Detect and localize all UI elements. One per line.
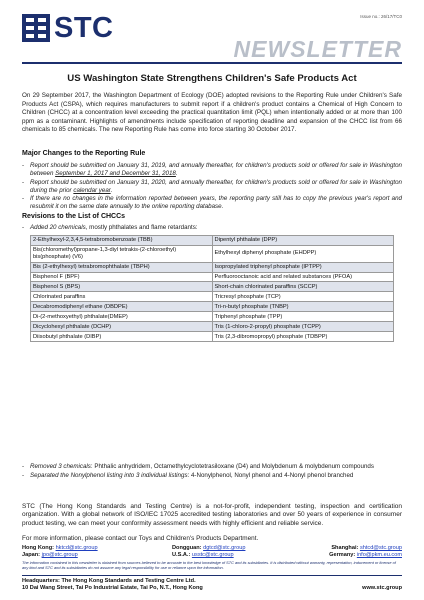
intro-paragraph: On 29 September 2017, the Washington Department of Ecology (DOE) adopted revisions to the Reporting Rule under Children's Safe Products Act (CSPA), which requires manufacturers to submit report if a children's product contains a Chemical of High Concern to Children (CHCC) at a concentration level exceeding the practical quantitation limit (PQL) when intentionally added or at more than 100 ppm as a contaminant. Highlights of amendments include specification of reporting deadline and expansion of the CHCC list from 66 chemicals to 85 chemicals. The new Reporting Rule has come into force starting 30 October 2017.	[22, 92, 402, 134]
added-chemicals-line: - Added 20 chemicals, mostly phthalates and flame retardants:	[22, 224, 198, 231]
table-cell: Ethylhexyl diphenyl phosphate (EHDPP)	[212, 245, 394, 262]
table-cell: Perfluorooctanoic acid and related substances (PFOA)	[212, 272, 394, 282]
table-cell: Short-chain chlorinated paraffins (SCCP)	[212, 282, 394, 292]
contact-intro: For more information, please contact our Toys and Children's Products Department.	[22, 535, 259, 542]
table-row	[31, 312, 394, 322]
email-link[interactable]: usstc@stc.group	[191, 552, 234, 558]
table-cell: Diisobutyl phthalate (DIBP)	[31, 332, 213, 342]
logo-text: STC	[54, 12, 114, 44]
table-cell: Tris (1-chloro-2-propyl) phosphate (TCPP)	[212, 322, 394, 332]
table-cell: Bis (2-ethylhexyl) tetrabromophthalate (TBPH)	[31, 262, 213, 272]
table-cell: 2-Ethylhexyl-2,3,4,5-tetrabromobenzoate (TBB)	[31, 236, 213, 246]
table-row	[31, 282, 394, 292]
list-item: - Report should be submitted on January 31, 2020, and annually thereafter, for children's products sold or offered for sale in Washington during the prior calendar year.	[22, 178, 402, 194]
table-cell: Di-(2-methoxyethyl) phthalate(DMEP)	[31, 312, 213, 322]
table-cell: Dipentyl phthalate (DPP)	[212, 236, 394, 246]
stc-logo-icon	[22, 14, 50, 42]
table-cell: Bisphenol S (BPS)	[31, 282, 213, 292]
issue-number: Issue no.: 26/17/TC0	[360, 14, 402, 19]
header-divider	[22, 62, 402, 64]
stc-logo	[22, 14, 114, 42]
newsletter-banner: NEWSLETTER	[233, 36, 402, 62]
email-link[interactable]: info@pkm.eu.com	[356, 552, 402, 558]
table-cell: Tri-n-butyl phosphate (TNBP)	[212, 302, 394, 312]
email-link[interactable]: dgtcd@stc.group	[203, 545, 246, 551]
table-row	[31, 272, 394, 282]
table-cell: Dicyclohexyl phthalate (DCHP)	[31, 322, 213, 332]
website-link[interactable]: www.stc.group	[362, 585, 402, 591]
disclaimer: The information contained in this newsletter is obtained from sources believed to be accurate to the best knowledge of STC and its subsidiaries. It is distributed without warranty, representation, inducement or license of any kind and STC and its subsidiaries do not assume any legal responsibility for use or reliance upon the information.	[22, 560, 396, 570]
contact-japan: Japan: jpo@stc.group	[22, 552, 78, 558]
table-row	[31, 236, 394, 246]
footer	[22, 575, 402, 592]
table-cell: Chlorinated paraffins	[31, 292, 213, 302]
major-changes-list	[22, 162, 402, 212]
major-changes-heading: Major Changes to the Reporting Rule	[22, 150, 146, 157]
revisions-list	[22, 463, 402, 481]
table-cell: Triphenyl phosphate (TPP)	[212, 312, 394, 322]
table-cell: Bisphenol F (BPF)	[31, 272, 213, 282]
table-row	[31, 322, 394, 332]
list-item: - Removed 3 chemicals: Phthalic anhydridem, Octamethylcyclotetrasiloxane (D4) and Molybdenum & molybdenum compounds	[22, 463, 374, 470]
email-link[interactable]: hktcd@stc.group	[55, 545, 98, 551]
contact-dongguan: Dongguan: dgtcd@stc.group	[172, 545, 246, 551]
chcc-table	[30, 235, 394, 342]
table-row	[31, 292, 394, 302]
table-cell: Tricresyl phosphate (TCP)	[212, 292, 394, 302]
contact-germany: Germany: info@pkm.eu.com	[329, 552, 402, 558]
list-item: - If there are no changes in the information reported between years, the reporting party still has to copy the previous year's report and resubmit it on the same date annually to the online reporting database.	[22, 195, 402, 211]
table-cell: Isopropylated triphenyl phosphate (IPTPP)	[212, 262, 394, 272]
table-row	[31, 332, 394, 342]
contact-shanghai: Shanghai: shtcd@stc.group	[331, 545, 402, 551]
table-cell: Decabromodiphenyl ethane (DBDPE)	[31, 302, 213, 312]
contacts-row	[22, 545, 402, 552]
list-item: - Report should be submitted on January 31, 2019, and annually thereafter, for children's products sold or offered for sale in Washington between September 1, 2017 and December 31, 2018.	[22, 162, 402, 178]
table-cell: Bis(chloromethyl)propane-1,3-diyl tetrakis-(2-chloroethyl) bis(phosphate) (V6)	[31, 245, 213, 262]
headquarters-line-2: 10 Dai Wang Street, Tai Po Industrial Estate, Tai Po, N.T., Hong Kong	[22, 584, 203, 591]
list-item: - Separated the Nonylphenol listing into 3 individual listings: 4-Nonylphenol, Nonyl phenol and 4-Nonyl phenol branched	[22, 472, 354, 480]
article-title: US Washington State Strengthens Children's Safe Products Act	[67, 73, 357, 84]
contact-hong-kong: Hong Kong: hktcd@stc.group	[22, 545, 98, 551]
email-link[interactable]: jpo@stc.group	[41, 552, 78, 558]
headquarters-line-1: Headquarters: The Hong Kong Standards and Testing Centre Ltd.	[22, 578, 196, 584]
email-link[interactable]: shtcd@stc.group	[359, 545, 402, 551]
about-stc-paragraph: STC (The Hong Kong Standards and Testing Centre) is a not-for-profit, independent testing, inspection and certification organization. With a global network of ISO/IEC 17025 accredited testing laboratories and over 50 years of experience in consumer product testing, we can meet your conformity assessment needs with highly efficient and reliable service.	[22, 503, 402, 527]
table-cell: Tris (2,3-dibromopropyl) phosphate (TDBPP)	[212, 332, 394, 342]
table-row	[31, 245, 394, 262]
contact-usa: U.S.A.: usstc@stc.group	[172, 552, 234, 558]
table-row	[31, 302, 394, 312]
revisions-heading: Revisions to the List of CHCCs	[22, 213, 126, 220]
contacts-block	[22, 545, 402, 559]
contacts-row	[22, 552, 402, 559]
table-row	[31, 262, 394, 272]
